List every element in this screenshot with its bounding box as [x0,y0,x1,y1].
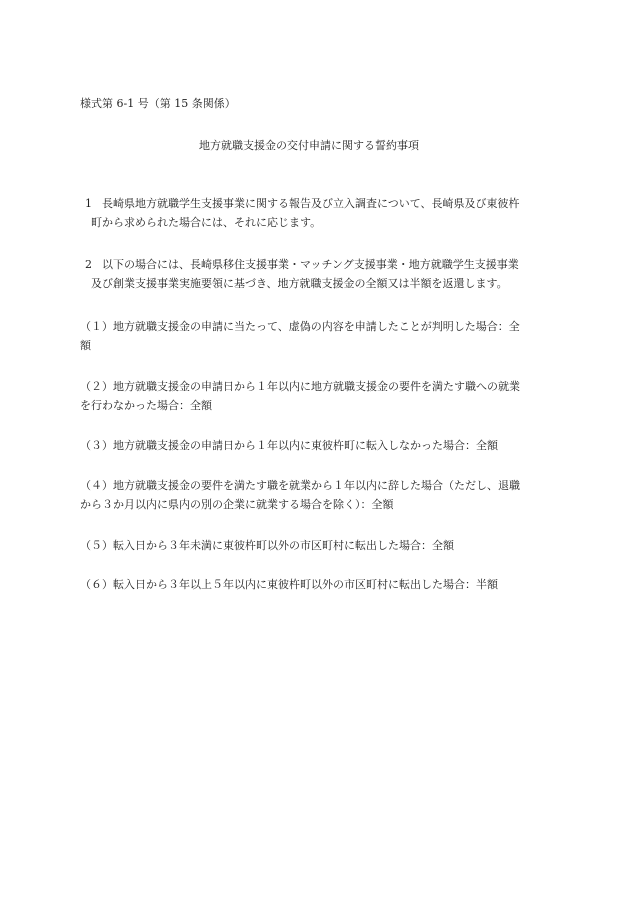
pledge-2-line-1: 以下の場合には、長崎県移住支援事業・マッチング支援事業・地方就職学生支援事業 [102,258,519,271]
pledge-number: 1 [85,197,92,210]
condition-2-line-2: を行わなかった場合：全額 [80,399,212,412]
condition-6-line-1: （６）転入日から３年以上５年以内に東彼杵町以外の市区町村に転出した場合：半額 [80,578,498,591]
pledge-2-line-2: 及び創業支援事業実施要領に基づき、地方就職支援金の全額又は半額を返還します。 [91,277,508,290]
condition-5-line-1: （５）転入日から３年未満に東彼杵町以外の市区町村に転出した場合：全額 [80,539,454,552]
condition-4-line-1: （４）地方就職支援金の要件を満たす職を就業から１年以内に辞した場合（ただし、退職 [80,479,520,492]
document-title: 地方就職支援金の交付申請に関する誓約事項 [199,139,419,152]
condition-2-line-1: （２）地方就職支援金の申請日から１年以内に地方就職支援金の要件を満たす職への就業 [80,380,520,393]
condition-3-line-1: （３）地方就職支援金の申請日から１年以内に東彼杵町に転入しなかった場合：全額 [80,439,498,452]
form-number: 様式第 6-1 号（第 15 条関係） [80,97,236,110]
pledge-1-line-2: 町から求められた場合には、それに応じます。 [91,216,322,229]
condition-1-line-2: 額 [80,339,91,352]
condition-4-line-2: から３か月以内に県内の別の企業に就業する場合を除く）：全額 [80,498,394,511]
condition-1-line-1: （１）地方就職支援金の申請に当たって、虚偽の内容を申請したことが判明した場合：全 [80,320,520,333]
pledge-number: 2 [85,258,92,271]
pledge-1-line-1: 長崎県地方就職学生支援事業に関する報告及び立入調査について、長崎県及び東彼杵 [102,197,520,210]
